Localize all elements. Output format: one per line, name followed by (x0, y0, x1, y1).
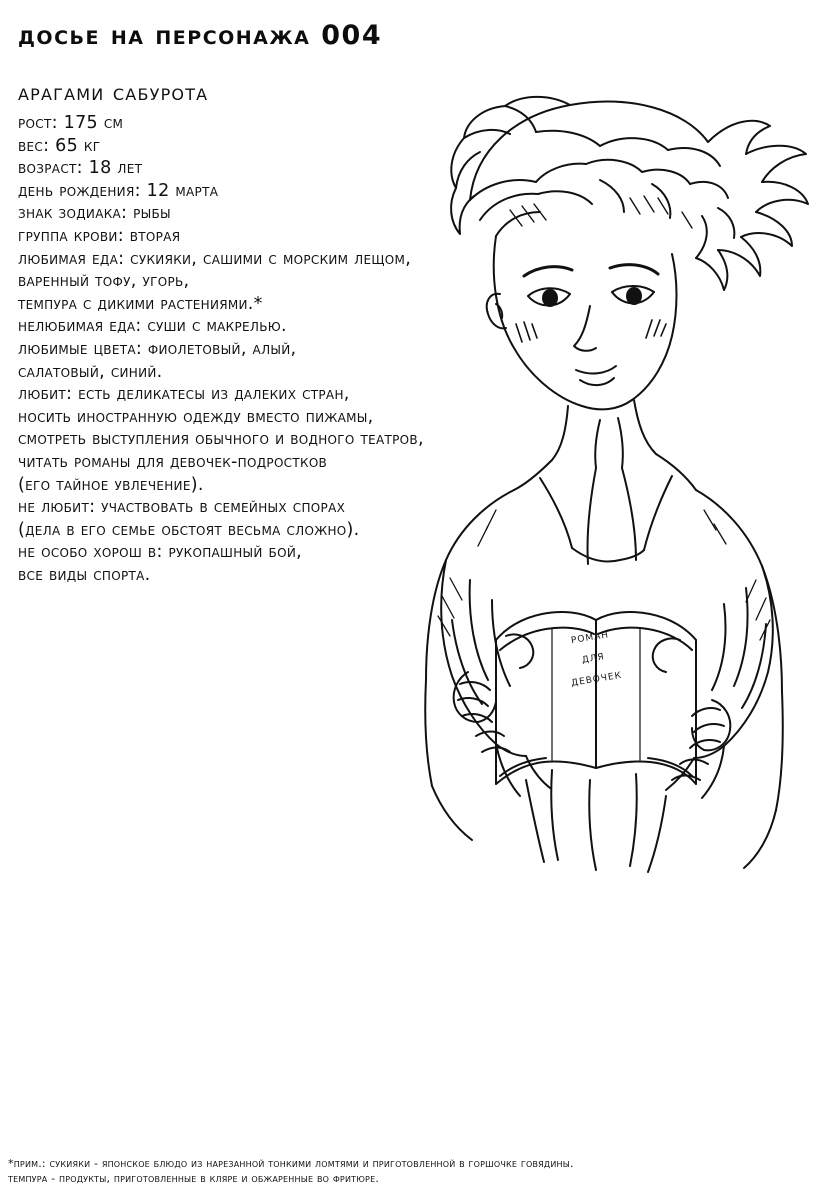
book-title-line: для (580, 647, 606, 666)
hair-shape (451, 97, 808, 290)
profile-line: нелюбимая еда: суши с макрелью. (18, 316, 287, 337)
robe-lower-folds (432, 770, 776, 872)
profile-line: варенный тофу, угорь, (18, 271, 190, 292)
profile-line: не любит: участвовать в семейных спорах (18, 497, 346, 518)
profile-line: смотреть выступления обычного и водного театров, (18, 429, 424, 450)
profile-line: день рождения: 12 марта (18, 180, 219, 201)
footnotes (8, 1156, 818, 1186)
eyebrows (524, 265, 658, 276)
profile-line: носить иностранную одежду вместо пижамы, (18, 406, 374, 427)
book-title-line: девочек (569, 665, 623, 689)
profile-line: возраст: 18 лет (18, 158, 143, 179)
profile-line: темпура с дикими растениями.* (18, 293, 263, 314)
arms-and-sleeves (441, 560, 773, 758)
eyes (528, 286, 654, 307)
profile-line: (его тайное увлечение). (18, 474, 204, 495)
profile-line: салатовый, синий. (18, 361, 163, 382)
robe-torso (425, 468, 783, 810)
character-illustration (300, 80, 825, 910)
nose-mouth (574, 306, 616, 385)
footnote-line: темпура - продукты, приготовленные в кляре и обжаренные во фритюре. (8, 1172, 380, 1185)
profile-line: рост: 175 см (18, 113, 124, 133)
profile-line: (дела в его семье обстоят весьма сложно). (18, 519, 360, 540)
profile-line: любимая еда: сукияки, сашими с морским лещом, (18, 248, 412, 269)
profile-line: все виды спорта. (18, 564, 151, 585)
profile-line: не особо хорош в: рукопашный бой, (18, 542, 302, 563)
profile-line: читать романы для девочек-подростков (18, 451, 328, 472)
profile-line: любит: есть деликатесы из далеких стран, (18, 384, 350, 405)
neck-and-collar (514, 400, 696, 490)
page-title: досье на персонажа 004 (18, 20, 383, 51)
profile-line: любимые цвета: фиолетовый, алый, (18, 338, 297, 359)
robe-shading (438, 510, 770, 640)
profile-line: вес: 65 кг (18, 135, 101, 156)
profile-line: группа крови: вторая (18, 225, 181, 246)
face-outline (487, 236, 677, 409)
cheek-hatching (516, 320, 666, 342)
book-title-line: роман (569, 625, 610, 647)
character-name: арагами сабурота (18, 80, 209, 106)
footnote-line: *прим.: сукияки - японское блюдо из нарезанной тонкими ломтями и приготовленной в горшочке говядины. (8, 1157, 574, 1170)
profile-line: знак зодиака: рыбы (18, 203, 171, 224)
forearms (496, 744, 724, 798)
